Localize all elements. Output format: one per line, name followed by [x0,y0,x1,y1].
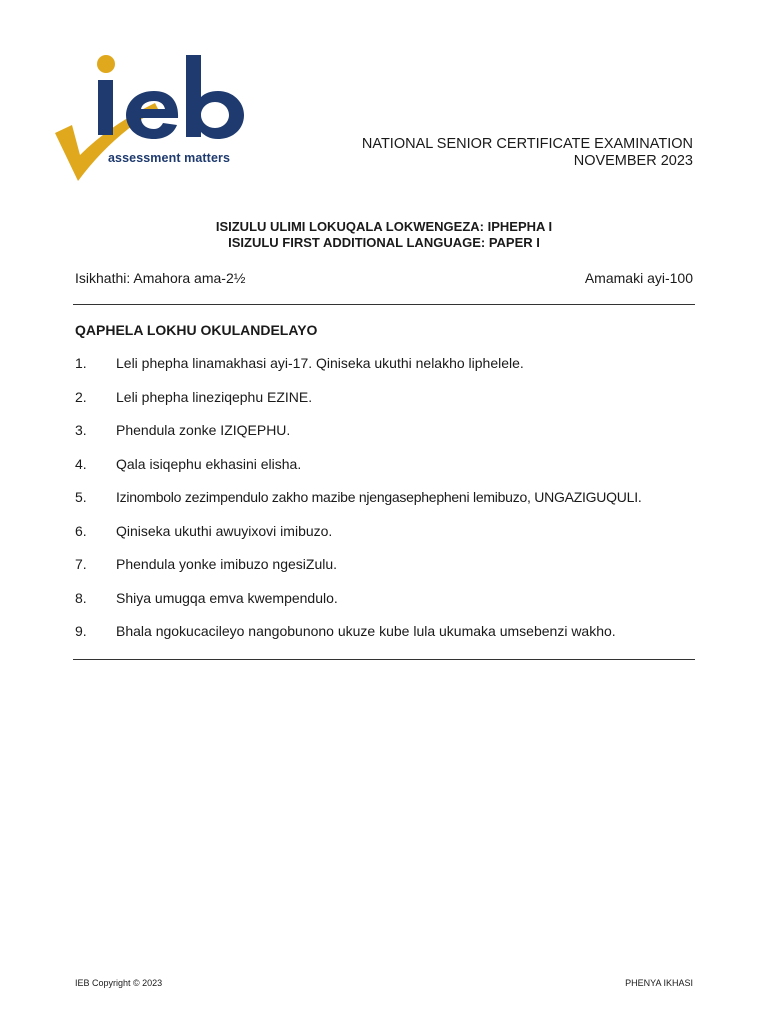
instruction-item [75,456,705,490]
instruction-number: 4. [75,455,87,472]
instruction-text: Leli phepha lineziqephu EZINE. [116,388,313,405]
b-letter-shape [186,55,244,139]
instruction-item [75,523,705,557]
i-stem-shape [98,80,113,135]
instruction-text: Leli phepha linamakhasi ayi-17. Qiniseka ukuthi nelakho liphelele. [116,355,524,371]
instruction-text: Phendula zonke IZIQEPHU. [116,422,291,438]
instruction-item [75,489,705,523]
instruction-number: 3. [75,422,87,438]
instruction-item [75,422,705,456]
exam-name: NATIONAL SENIOR CERTIFICATE EXAMINATION [361,136,693,152]
i-dot-shape [97,55,115,73]
instruction-number: 1. [75,355,87,371]
instruction-item [75,623,705,657]
exam-header [362,136,693,170]
instruction-number: 8. [75,589,87,606]
instruction-item [75,556,705,590]
bottom-divider [73,659,695,660]
e-letter-shape [126,91,178,139]
instructions-heading: QAPHELA LOKHU OKULANDELAYO [75,322,318,338]
instruction-number: 5. [75,489,87,505]
instruction-number: 7. [75,556,87,572]
instruction-item [75,590,705,624]
top-divider [73,304,695,305]
instruction-number: 6. [75,522,87,539]
instruction-number: 9. [75,623,87,639]
paper-title-zulu: ISIZULU ULIMI LOKUQALA LOKWENGEZA: IPHEPHA I [215,219,553,234]
instruction-item [75,389,705,423]
time-marks-row [75,270,693,286]
instructions-list [75,355,705,657]
instruction-number: 2. [75,388,87,405]
instruction-text: Qala isiqephu ekhasini elisha. [116,455,302,472]
total-marks: Amamaki ayi-100 [584,270,693,286]
exam-date: NOVEMBER 2023 [573,153,693,169]
copyright-notice: IEB Copyright © 2023 [75,978,163,988]
instruction-text: Bhala ngokucacileyo nangobunono ukuze kube lula ukumaka umsebenzi wakho. [116,623,616,639]
paper-title [0,219,768,251]
instruction-text: Shiya umugqa emva kwempendulo. [116,589,338,606]
paper-title-english: ISIZULU FIRST ADDITIONAL LANGUAGE: PAPER I [228,235,540,250]
time-allowed: Isikhathi: Amahora ama-2½ [75,270,246,286]
instruction-text: Phendula yonke imibuzo ngesiZulu. [116,556,338,572]
instruction-text: Qiniseka ukuthi awuyixovi imibuzo. [116,522,333,539]
instruction-item [75,355,705,389]
logo-tagline: assessment matters [108,151,231,165]
page-footer [75,978,693,988]
instruction-text: Izinombolo zezimpendulo zakho mazibe njengasephepheni lemibuzo, UNGAZIGUQULI. [116,489,642,505]
turn-page-notice: PHENYA IKHASI [625,978,693,988]
